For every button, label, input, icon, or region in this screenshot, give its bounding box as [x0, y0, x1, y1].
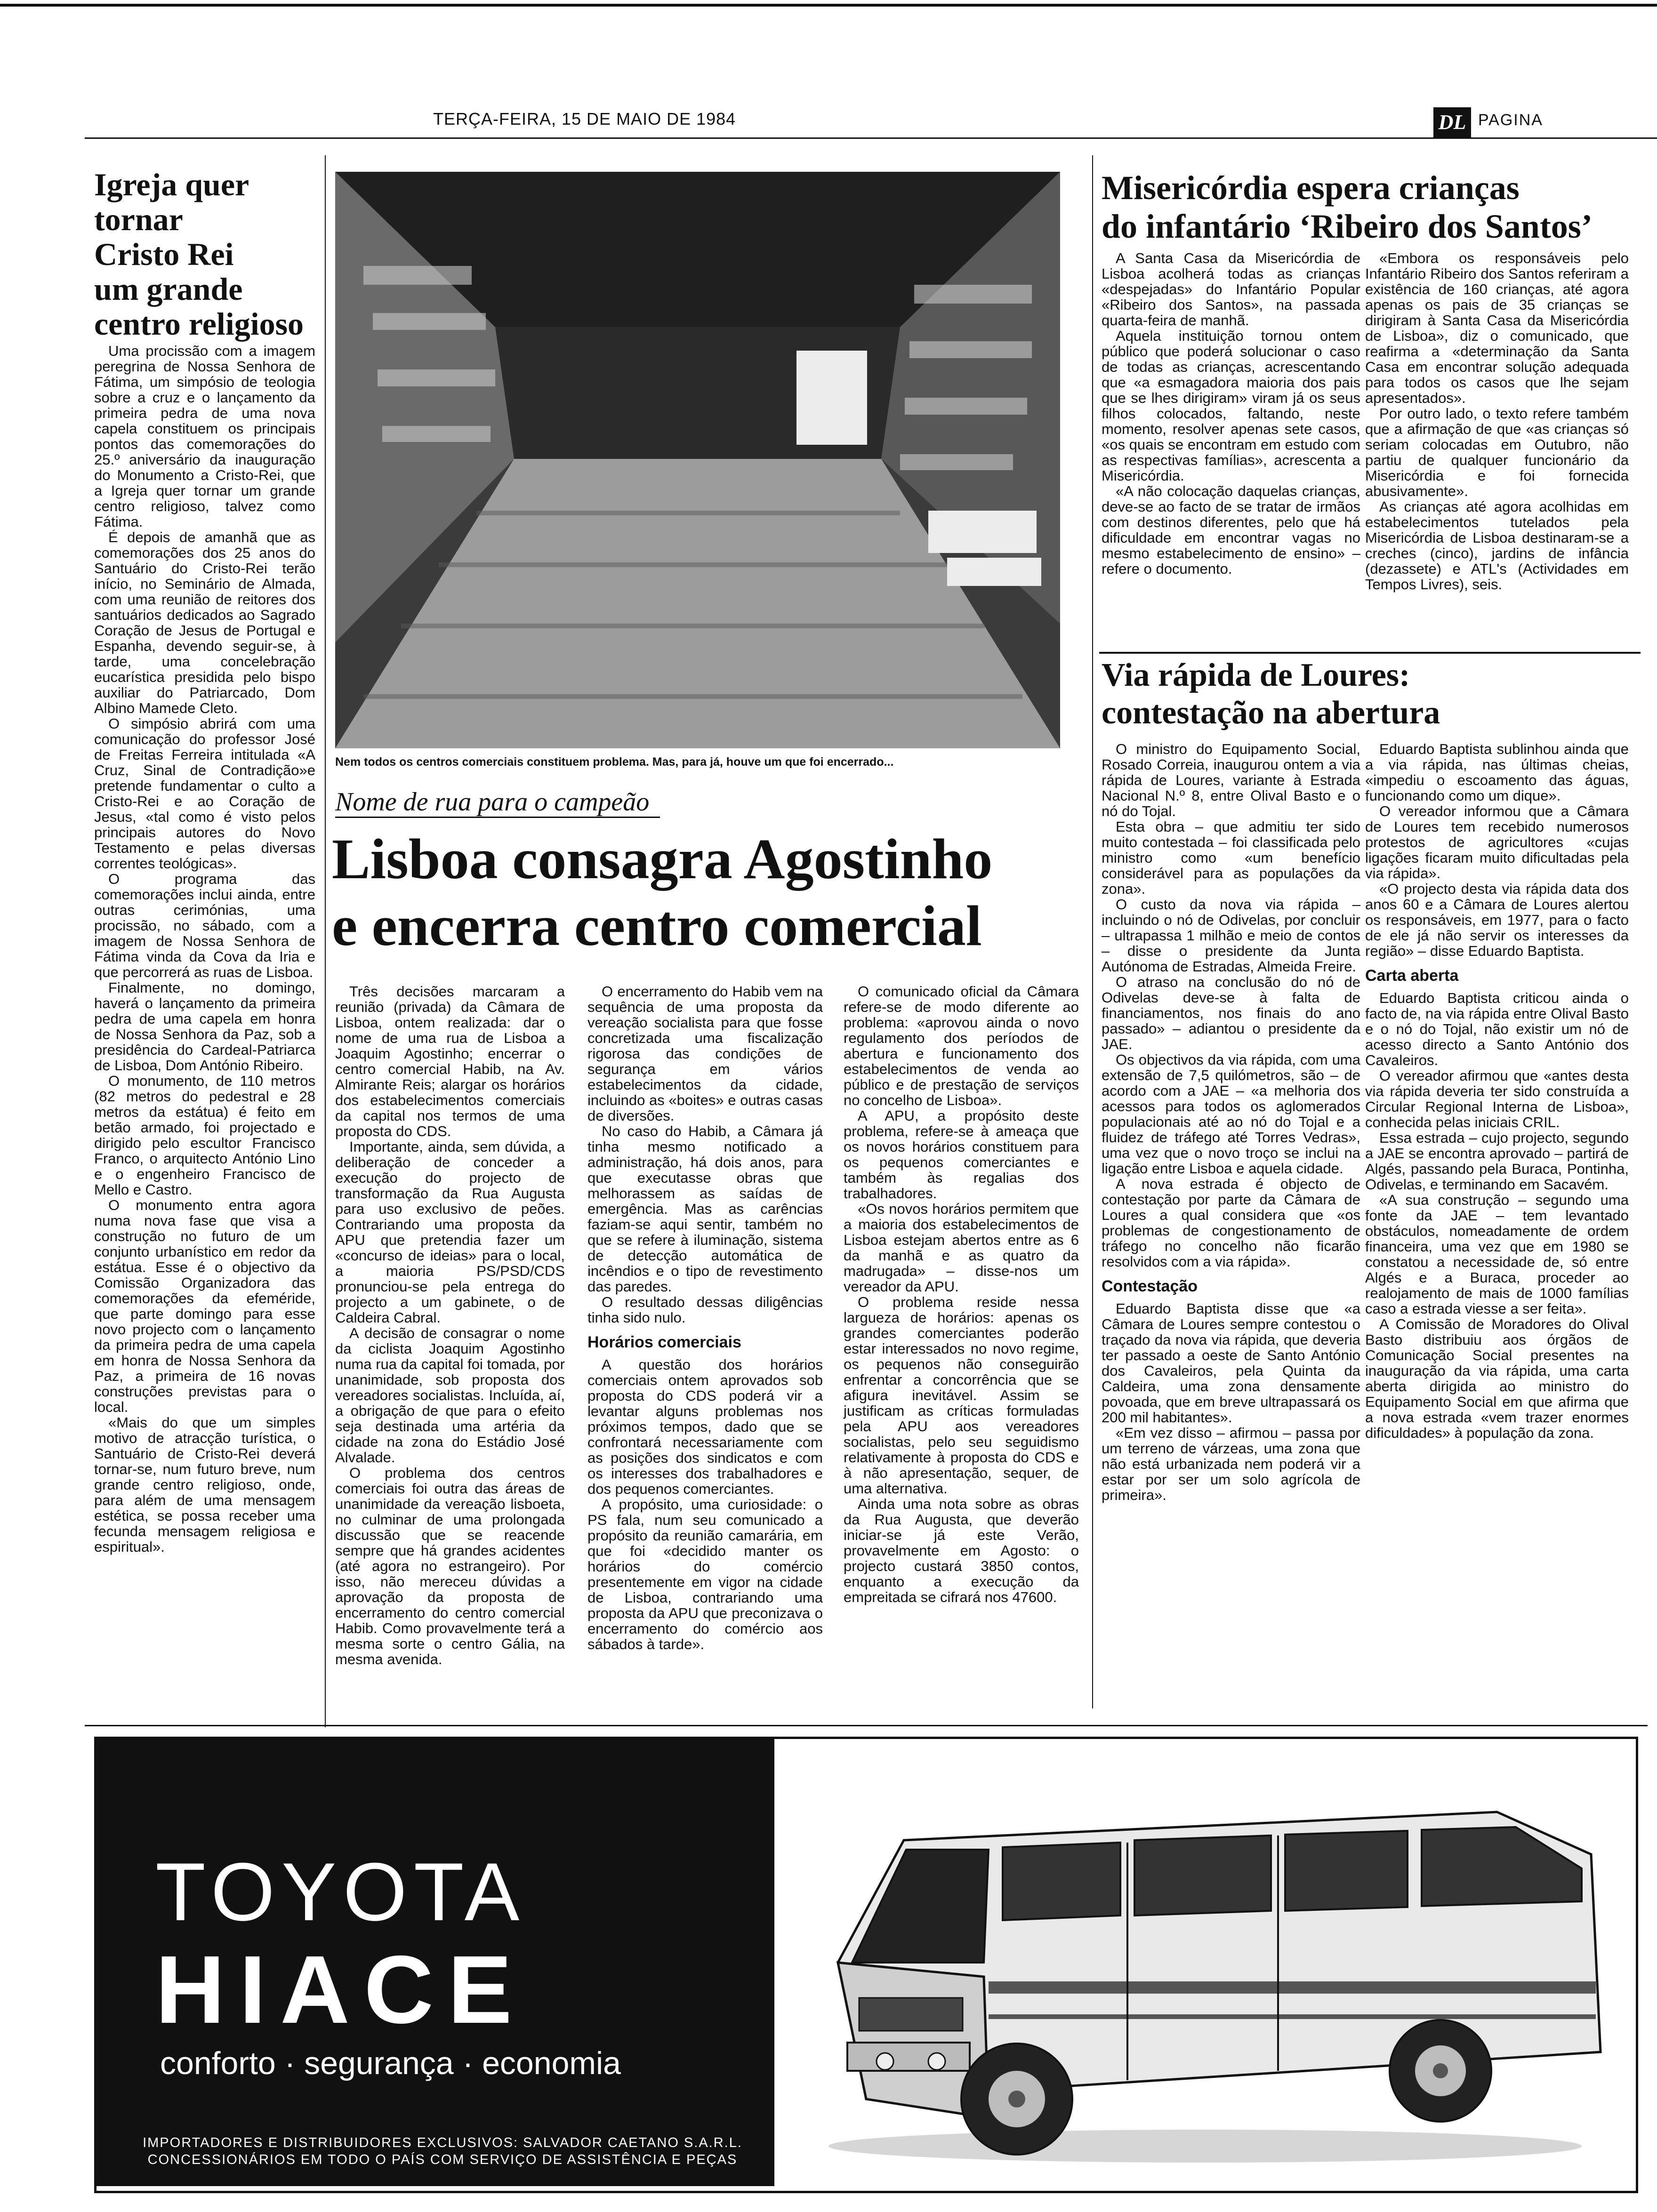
paragraph: A nova estrada é objecto de contestação por parte da Câmara de Loures a qual considera que «os problemas de congestionamento de tráfego no concelho não ficarão resolvidos com a via rápida».: [1102, 1176, 1360, 1270]
paragraph: A questão dos horários comerciais ontem aprovados sob proposta do CDS poderá vir a levantar alguns problemas nos próximos tempos, dado que se confrontará necessariamente com as posições dos sindicatos e com os interesses dos trabalhadores e dos pequenos comerciantes.: [587, 1356, 823, 1497]
subhead: Horários comerciais: [587, 1333, 741, 1351]
paragraph: Uma procissão com a imagem peregrina de Nossa Senhora de Fátima, um simpósio de teologia sobre a cruz e o lançamento da primeira pedra de uma nova capela constituem os principais pontos das comemorações do 25.º aniversário da inauguração do Monumento a Cristo-Rei, que a Igreja quer tornar um grande centro religioso, talvez como Fátima.: [94, 343, 315, 530]
ad-brand: TOYOTA: [155, 1846, 526, 1938]
paragraph: A APU, a propósito deste problema, refere-se à ameaça que os novos horários constituem para os pequenos comerciantes e também às regalias dos trabalhadores.: [844, 1107, 1079, 1202]
paragraph: A decisão de consagrar o nome da ciclista Joaquim Agostinho numa rua da capital foi tomada, por unanimidade, sob proposta dos vereadores socialistas. Incluída, aí, a obrigação de que para o efeito seja destinada uma artéria da cidade na zona do Estádio José Alvalade.: [335, 1325, 565, 1466]
paragraph: O encerramento do Habib vem na sequência de uma proposta da vereação socialista para que fosse concretizada uma fiscalização rigorosa das condições de segurança em vários estabelecimentos da cidade, incluindo as «boites» e outras casas de diversões.: [587, 983, 823, 1124]
newspaper-logo: DL: [1433, 107, 1471, 137]
headline-line: Lisboa consagra Agostinho: [332, 827, 993, 891]
ad-model: HIACE: [155, 1936, 526, 2044]
header-date: TERÇA-FEIRA, 15 DE MAIO DE 1984: [433, 109, 736, 128]
headline-line: tornar: [94, 201, 183, 237]
kicker-underline: [335, 817, 660, 818]
paragraph: A Comissão de Moradores do Olival Basto distribuiu aos órgãos de Comunicação Social presentes na inauguração da via rápida, uma carta aberta dirigida ao ministro do Equipamento Social em que afirma que a nova estrada «vem trazer enormes dificuldades» à população da zona.: [1365, 1316, 1629, 1441]
ad-tagline: conforto · segurança · economia: [160, 2045, 621, 2081]
paragraph: É depois de amanhã que as comemorações dos 25 anos do Santuário do Cristo-Rei terão início, no Seminário de Almada, com uma reunião de reitores dos santuários dedicados ao Sagrado Coração de Jesus de Portugal e Espanha, devendo seguir-se, à tarde, uma concelebração eucarística presidida pelo bispo auxiliar do Patriarcado, Dom Albino Mamede Cleto.: [94, 529, 315, 716]
paragraph: O monumento entra agora numa nova fase que visa a construção no futuro de um conjunto urbanístico em redor da estátua. Esse é o objectivo da Comissão Organizadora das comemorações da efeméride, que parte domingo para esse novo projecto com o lançamento da primeira pedra de uma capela em honra de Nossa Senhora da Paz, a primeira de 16 novas construções previstas para o local.: [94, 1197, 315, 1415]
paragraph: O monumento, de 110 metros (82 metros do pedestral e 28 metros da estátua) é feito em betão armado, foi projectado e dirigido pelo escultor Francisco Franco, o arquitecto António Lino e o engenheiro Francisco de Mello e Castro.: [94, 1073, 315, 1198]
paragraph: «Embora os responsáveis pelo Infantário Ribeiro dos Santos referiram a existência de 160 crianças, até agora apenas os pais de 35 crianças se dirigiram à Santa Casa da Misericórdia de Lisboa», diz o comunicado, que reafirma a «determinação da Santa Casa em encontrar solução adequada para todos os casos que lhe sejam apresentados».: [1365, 250, 1629, 406]
lisboa-col-2: [587, 984, 823, 1652]
headline-line: Igreja quer: [94, 167, 249, 202]
article-igreja: [94, 167, 315, 1555]
paragraph: «A não colocação daquelas crianças, deve-se ao facto de se tratar de irmãos com destinos diferentes, pelo que há dificuldade em encontrar vagas no mesmo estabelecimento de ensino» – refere o documento.: [1102, 483, 1360, 577]
paragraph: As crianças até agora acolhidas em estabelecimentos tutelados pela Misericórdia de Lisboa destinaram-se a creches (cinco), jardins de infância (dezassete) e ATL's (Actividades em Tempos Livres), seis.: [1365, 498, 1629, 593]
ad-footer-line: IMPORTADORES E DISTRIBUIDORES EXCLUSIVOS: SALVADOR CAETANO S.A.R.L.: [143, 2135, 742, 2150]
headline-line: centro religioso: [94, 306, 304, 342]
lisboa-col-3: [844, 984, 1079, 1605]
paragraph: Por outro lado, o texto refere também que a afirmação de que «as crianças só seriam colocadas em Outubro, não partiu de qualquer funcionário da Misericórdia e foi fornecida abusivamente».: [1365, 405, 1629, 499]
paragraph: «Em vez disso – afirmou – passa por um terreno de várzeas, uma zona que não está urbanizada nem poderá vir a estar por ser um solo agrícola de primeira».: [1102, 1425, 1360, 1503]
paragraph: O simpósio abrirá com uma comunicação do professor José de Freitas Ferreira intitulada «A Cruz, Sinal de Contradição»e pretende fundamentar o culto a Cristo-Rei e ao Coração de Jesus, «tal como é visto pelos principais autores do Novo Testamento e pelas diversas correntes teológicas».: [94, 715, 315, 872]
headline-line: do infantário ‘Ribeiro dos Santos’: [1102, 208, 1593, 245]
headline-line: contestação na abertura: [1102, 695, 1440, 731]
section-rule: [1099, 652, 1641, 654]
lisboa-headline: [332, 826, 1085, 960]
paragraph: O atraso na conclusão do nó de Odivelas deve-se à falta de financiamentos, nos finais do ano passado» – adiantou o presidente da JAE.: [1102, 974, 1360, 1052]
ad-divider: [772, 1739, 774, 2186]
misericordia-col-1: [1102, 250, 1360, 577]
loures-col-2: [1365, 741, 1629, 1441]
paragraph: «Mais do que um simples motivo de atracção turística, o Santuário de Cristo-Rei deverá tornar-se, num futuro breve, num grande centro religioso, onde, para além de uma mensagem estética, se possa receber uma fecunda mensagem religiosa e espiritual».: [94, 1414, 315, 1555]
ad-footer: [122, 2134, 763, 2168]
paragraph: «A sua construção – segundo uma fonte da JAE – tem levantado obstáculos, nomeadamente de ordem financeira, uma vez que em 1980 se constatou a necessidade de, só entre Algés e a Buraca, proceder ao realojamento de mais de 1000 famílias caso a estrada viesse a ser feita».: [1365, 1192, 1629, 1317]
loures-headline: [1102, 657, 1648, 732]
misericordia-col-2: [1365, 250, 1629, 592]
headline-line: um grande: [94, 271, 243, 307]
paragraph: Finalmente, no domingo, haverá o lançamento da primeira pedra de uma capela em honra de Nossa Senhora da Paz, sob a presidência do Cardeal-Patriarca de Lisboa, Dom António Ribeiro.: [94, 979, 315, 1074]
paragraph: O problema reside nessa largueza de horários: apenas os grandes comerciantes poderão estar interessados no novo regime, os pequenos não conseguirão enfrentar a concorrência que se afigura inevitável. Assim se justificam as críticas formuladas pela APU aos vereadores socialistas, pelo seu seguidismo relativamente à proposta do CDS e à não apresentação, sequer, de uma alternativa.: [844, 1294, 1079, 1497]
paragraph: A propósito, uma curiosidade: o PS fala, num seu comunicado a propósito da reunião camarária, em que foi «decidido manter os horários do comércio presentemente em vigor na cidade de Lisboa, contrariando uma proposta da APU que preconizava o encerramento do comércio aos sábados à tarde».: [587, 1496, 823, 1652]
misericordia-headline: [1102, 168, 1648, 246]
headline-line: Cristo Rei: [94, 236, 234, 272]
paragraph: O problema dos centros comerciais foi outra das áreas de unanimidade da vereação lisboeta, no culminar de uma prolongada discussão que se reacende sempre que há grandes acidentes (até agora no estrangeiro). Por isso, não mereceu dúvidas a aprovação da proposta de encerramento do centro comercial Habib. Como provavelmente terá a mesma sorte o centro Gália, na mesma avenida.: [335, 1465, 565, 1667]
ad-footer-line: CONCESSIONÁRIOS EM TODO O PAÍS COM SERVIÇO DE ASSISTÊNCIA E PEÇAS: [147, 2152, 738, 2167]
paragraph: Três decisões marcaram a reunião (privada) da Câmara de Lisboa, ontem realizada: dar o nome de uma rua de Lisboa a Joaquim Agostinho; encerrar o centro comercial Habib, na Av. Almirante Reis; alargar os horários dos estabelecimentos comerciais da capital nos termos de uma proposta do CDS.: [335, 983, 565, 1139]
paragraph: O vereador informou que a Câmara de Loures tem recebido numerosos protestos de agricultores «cujas ligações ficaram muito dificultadas pela via rápida».: [1365, 803, 1629, 882]
headline-line: e encerra centro comercial: [332, 894, 982, 958]
paragraph: O resultado dessas diligências tinha sido nulo.: [587, 1294, 823, 1326]
paragraph: Ainda uma nota sobre as obras da Rua Augusta, que deverão iniciar-se já este Verão, provavelmente em Agosto: o projecto custará 3850 contos, enquanto a execução da empreitada se cifrará nos 47600.: [844, 1496, 1079, 1605]
paragraph: O comunicado oficial da Câmara refere-se de modo diferente ao problema: «aprovou ainda o novo regulamento dos períodos de abertura e funcionamento dos estabelecimentos de venda ao público e de prestação de serviços no concelho de Lisboa».: [844, 983, 1079, 1108]
page-label: PAGINA: [1478, 111, 1543, 129]
ad-separator: [85, 1725, 1648, 1726]
van-drawing: [781, 1760, 1624, 2174]
paragraph: Aquela instituição tornou ontem público que poderá solucionar o caso de todas as crianças, acrescentando que «a esmagadora maioria dos pais que se lhes dirigiram» viram já os seus filhos colocados, faltando, neste momento, resolver apenas sete casos, «os quais se encontram em estudo com as respectivas famílias», acrescenta a Misericórdia.: [1102, 328, 1360, 484]
shopping-center-photo: [335, 172, 1060, 748]
paragraph: «Os novos horários permitem que a maioria dos estabelecimentos de Lisboa estejam abertos entre as 6 da manhã e as quatro da madrugada» – disse-nos um vereador da APU.: [844, 1201, 1079, 1295]
paragraph: Eduardo Baptista sublinhou ainda que a via rápida, nas últimas cheias, «impediu o escoamento das águas, funcionando como um dique».: [1365, 741, 1629, 804]
igreja-headline: [94, 167, 315, 341]
header-rule: [85, 137, 1657, 139]
headline-line: Via rápida de Loures:: [1102, 657, 1410, 693]
paragraph: Os objectivos da via rápida, com uma extensão de 7,5 quilómetros, são – de acordo com a JAE – «a melhoria dos acessos para todos os aglomerados populacionais até ao nó do Tojal e a fluidez de tráfego até Torres Vedras», uma vez que o novo troço se inclui na ligação entre Lisboa e aquela cidade.: [1102, 1051, 1360, 1177]
igreja-body: [94, 343, 315, 1555]
paragraph: O vereador afirmou que «antes desta via rápida deveria ter sido construída a Circular Regional Interna de Lisboa», conhecida pelas iniciais CRIL.: [1365, 1067, 1629, 1130]
paragraph: Eduardo Baptista criticou ainda o facto de, na via rápida entre Olival Basto e o nó do Tojal, não existir um nó de acesso directo a Santo António dos Cavaleiros.: [1365, 990, 1629, 1068]
photo-illustration: [335, 172, 1060, 748]
paragraph: O programa das comemorações inclui ainda, entre outras cerimónias, uma procissão, no sábado, com a imagem de Nossa Senhora de Fátima vinda da Cova da Iria e que percorrerá as ruas de Lisboa.: [94, 871, 315, 980]
headline-line: Misericórdia espera crianças: [1102, 169, 1520, 207]
paragraph: Essa estrada – cujo projecto, segundo a JAE se encontra aprovado – partirá de Algés, passando pela Buraca, Pontinha, Odivelas, e terminando em Sacavém.: [1365, 1130, 1629, 1193]
paragraph: No caso do Habib, a Câmara já tinha mesmo notificado a administração, há dois anos, para que executasse obras que melhorassem as saídas de emergência. Mas as carências faziam-se aqui sentir, também no que se refere à iluminação, sistema de detecção automática de incêndios e o tipo de revestimento das paredes.: [587, 1123, 823, 1295]
column-rule-2: [1092, 155, 1093, 1708]
top-border: [0, 4, 1657, 7]
paragraph: «O projecto desta via rápida data dos anos 60 e a Câmara de Loures alertou os responsáveis, em 1977, para o facto de ele já não servir os interesses da região» – disse Eduardo Baptista.: [1365, 881, 1629, 959]
paragraph: A Santa Casa da Misericórdia de Lisboa acolherá todas as crianças «despejadas» do Infantário Popular «Ribeiro dos Santos», na passada quarta-feira de manhã.: [1102, 250, 1360, 329]
paragraph: Eduardo Baptista disse que «a Câmara de Loures sempre contestou o traçado da nova via rápida, que deveria ter passado a oeste de Santo António dos Cavaleiros, pela Quinta da Caldeira, uma zona densamente povoada, que em breve ultrapassará os 200 mil habitantes».: [1102, 1300, 1360, 1426]
loures-col-1: [1102, 741, 1360, 1503]
paragraph: Esta obra – que admitiu ter sido muito contestada – foi classificada pelo ministro como «um benefício considerável para as populações da zona».: [1102, 818, 1360, 897]
van-illustration: [781, 1760, 1624, 2174]
photo-caption: Nem todos os centros comerciais constituem problema. Mas, para já, houve um que foi encerrado...: [335, 755, 894, 769]
column-rule-1: [325, 155, 326, 1727]
paragraph: O custo da nova via rápida – incluindo o nó de Odivelas, por concluir – ultrapassa 1 milhão e meio de contos – disse o presidente da Junta Autónoma de Estradas, Almeida Freire.: [1102, 896, 1360, 975]
paragraph: Importante, ainda, sem dúvida, a deliberação de conceder a execução do projecto de transformação da Rua Augusta para uso exclusivo de peões. Contrariando uma proposta da APU que pretendia fazer um «concurso de ideias» para o local, a maioria PS/PSD/CDS pronunciou-se pela entrega do projecto a um gabinete, o de Caldeira Cabral.: [335, 1138, 565, 1326]
subhead: Contestação: [1102, 1277, 1198, 1295]
subhead: Carta aberta: [1365, 967, 1459, 985]
paragraph: O ministro do Equipamento Social, Rosado Correia, inaugurou ontem a via rápida de Loures, variante à Estrada Nacional N.º 8, entre Olival Basto e o nó do Tojal.: [1102, 741, 1360, 819]
lisboa-kicker: Nome de rua para o campeão: [335, 787, 650, 817]
lisboa-col-1: [335, 984, 565, 1667]
